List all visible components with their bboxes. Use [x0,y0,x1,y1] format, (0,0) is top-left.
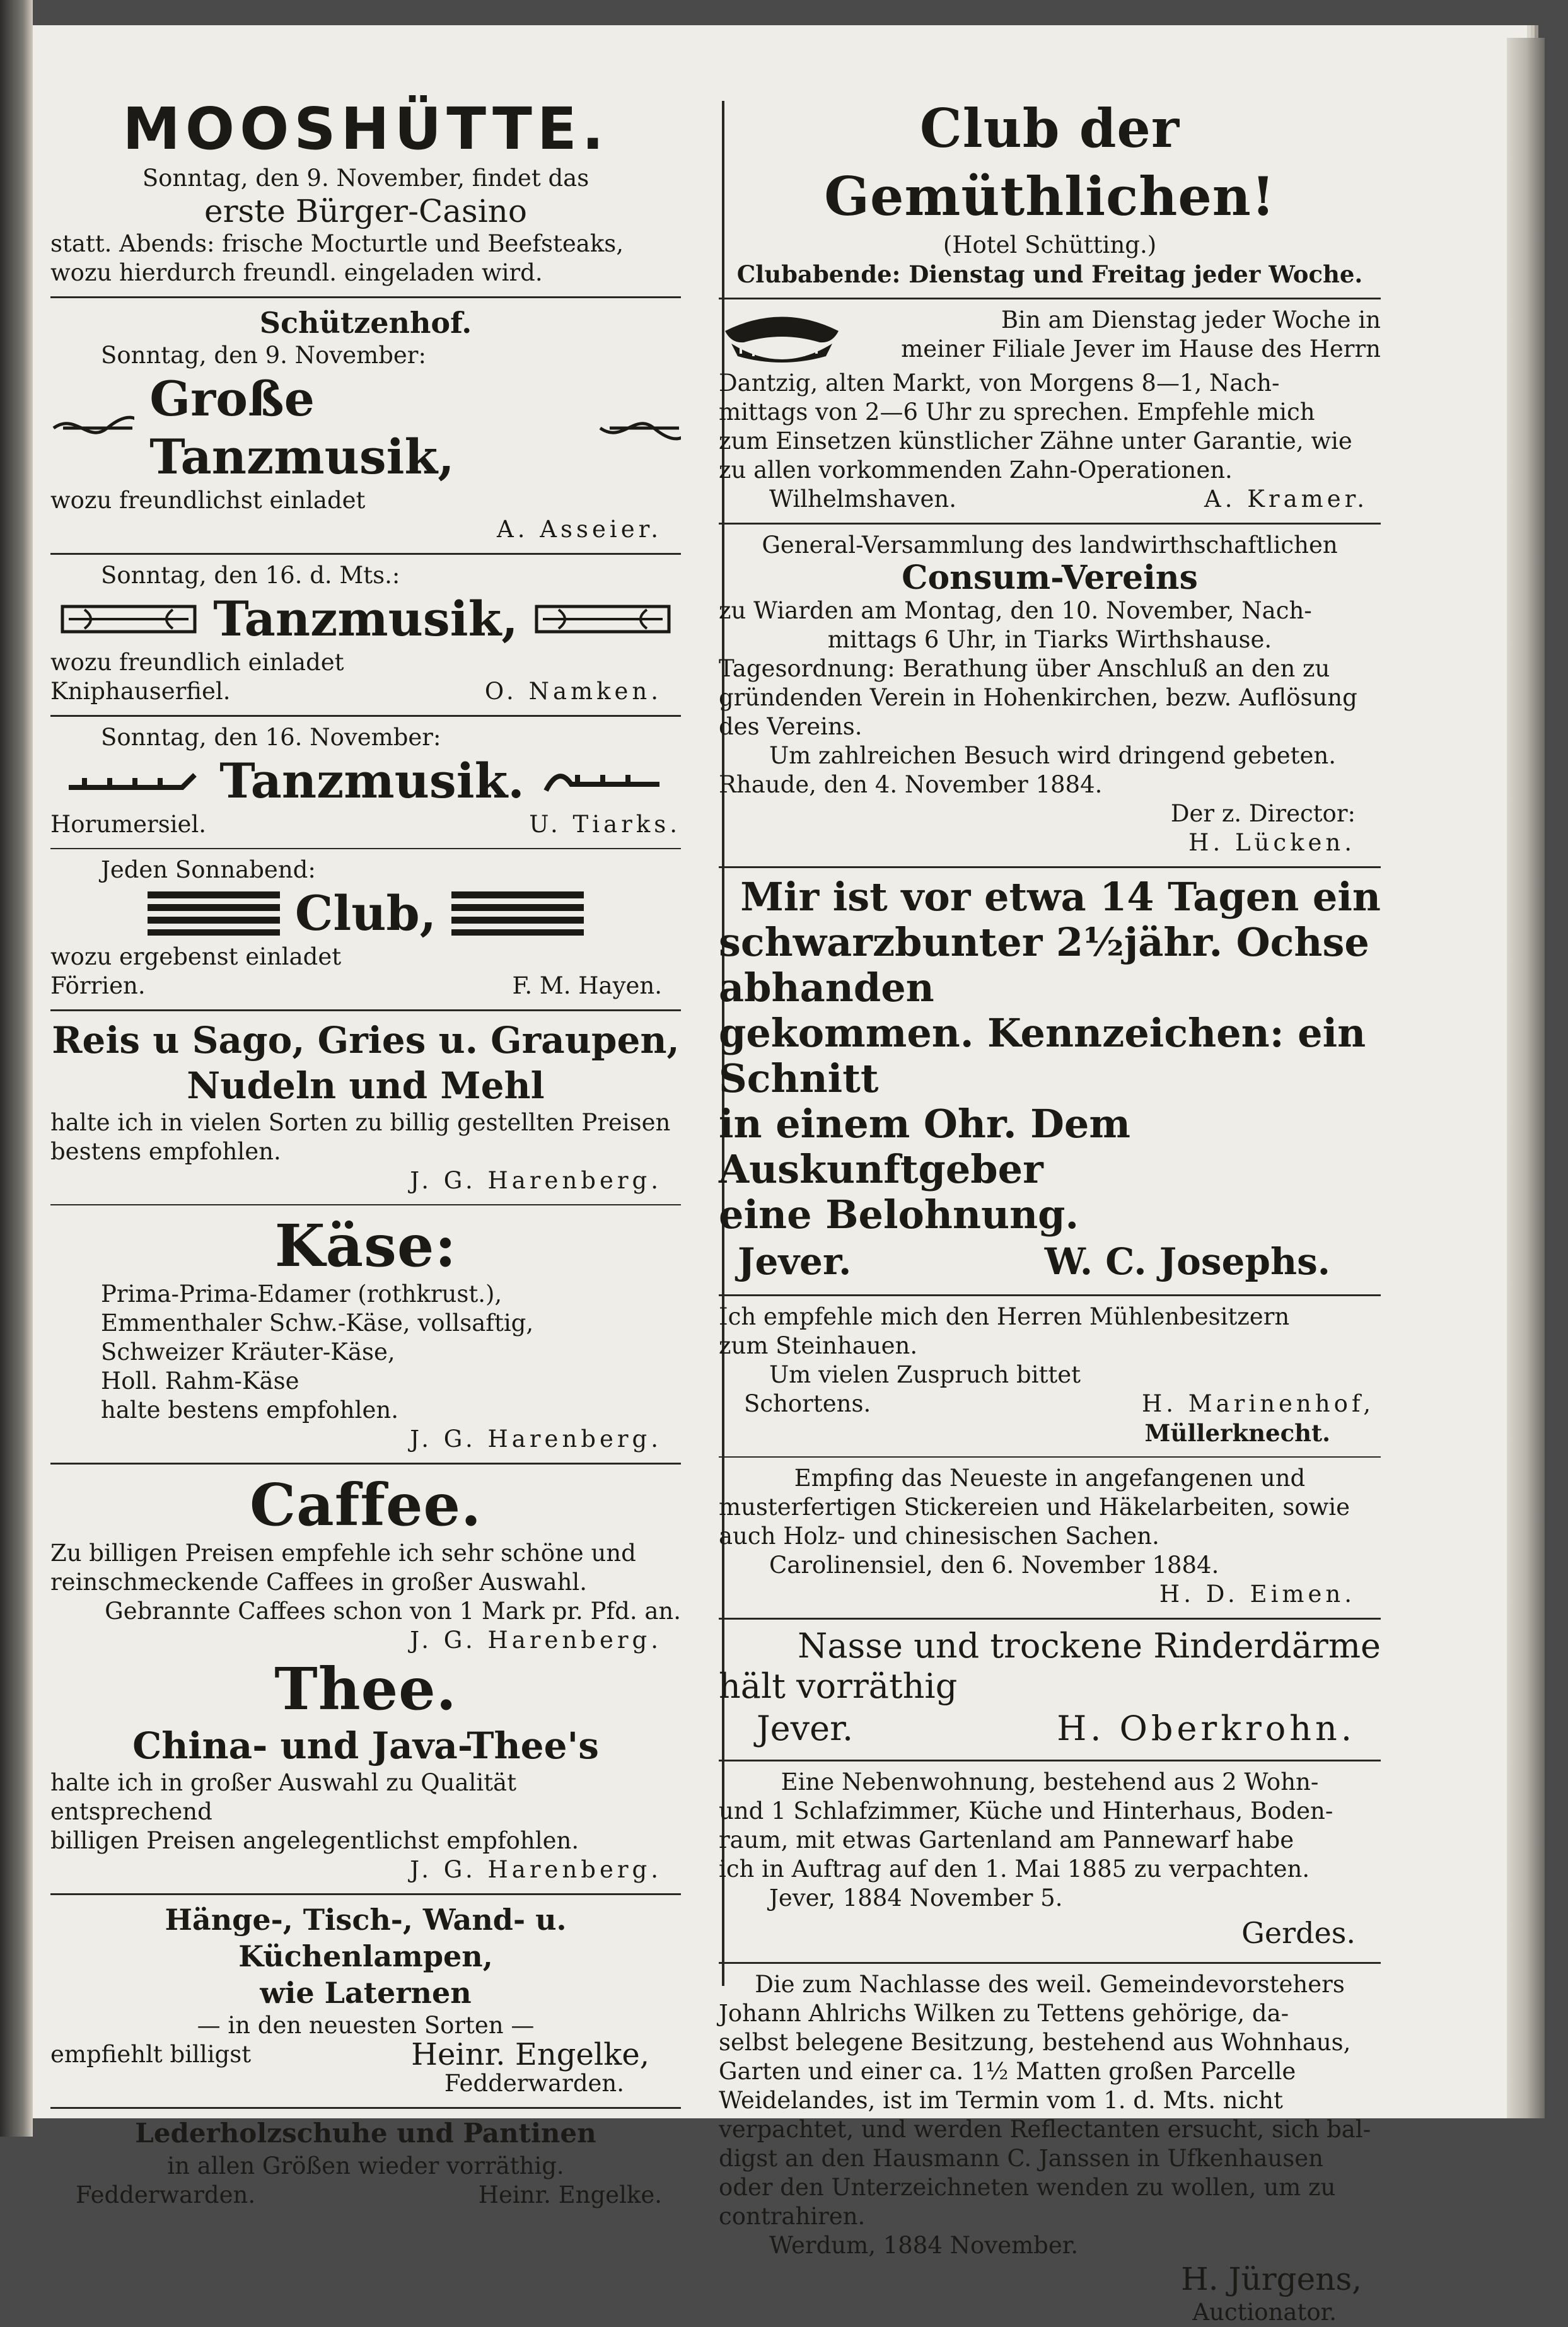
ad-signature: A. Asseier. [497,516,662,543]
ad-text: Zu billigen Preisen empfehle ich sehr schöne und [50,1540,636,1567]
ad-text: mittags 6 Uhr, in Tiarks Wirthshause. [827,626,1272,653]
ad-lampen [50,1901,681,2098]
ad-signature: H. Lücken. [1188,829,1356,856]
ad-text: zu Wiarden am Montag, den 10. November, Nach- [719,597,1312,624]
ad-text: Bin am Dienstag jeder Woche in [1001,306,1381,334]
ad-text: empfiehlt billigst [50,2041,252,2068]
ad-schuetzenhof [50,305,681,544]
divider [50,1463,681,1465]
ad-signature: H. Oberkrohn. [1057,1709,1356,1748]
ad-text: reinschmeckende Caffees in großer Auswahl. [50,1569,587,1596]
ad-footer [50,972,681,1001]
ornament-left-icon [59,600,198,638]
ad-footer [50,2037,681,2072]
ad-place: Jever. [757,1709,854,1748]
headline-row [50,370,681,486]
ad-text: des Vereins. [719,713,862,740]
ad-text: General-Versammlung des landwirthschaftlichen [762,531,1338,559]
ad-signature: J. G. Harenberg. [410,1627,662,1654]
divider [719,1618,1381,1620]
ad-text: Tagesordnung: Berathung über Anschluß an den zu [719,655,1330,682]
ad-text: ich in Auftrag auf den 1. Mai 1885 zu verpachten. [719,1855,1310,1883]
divider [50,1204,681,1205]
ad-text: zu allen vorkommenden Zahn-Operationen. [719,456,1233,484]
ad-text: in allen Größen wieder vorräthig. [167,2152,564,2179]
ad-text: Sonntag, den 16. d. Mts.: [101,562,400,589]
divider [50,715,681,717]
ad-text: contrahiren. [719,2203,866,2230]
ad-eimen [719,1464,1381,1609]
ad-signature: W. C. Josephs. [1044,1240,1330,1283]
ad-place: Fedderwarden. [444,2070,624,2097]
ad-text: Jeden Sonnabend: [101,856,316,883]
ad-text: verpachtet, und werden Reflectanten ersucht, sich bal- [719,2116,1371,2143]
ad-text: zum Steinhauen. [719,1332,918,1359]
divider [50,1893,681,1895]
ad-text: Empfing das Neueste in angefangenen und [794,1465,1306,1492]
divider [50,1009,681,1011]
ad-headline: Caffee. [249,1471,482,1539]
dentures-icon [719,306,845,369]
ad-text: statt. Abends: frische Mocturtle und Beefsteaks, [50,230,624,257]
ad-signature: Gerdes. [1241,1916,1356,1950]
bars-ornament-icon [148,891,280,936]
ad-footer [50,2181,681,2210]
ad-headline: Nudeln und Mehl [187,1064,545,1107]
ad-text: Clubabende: Dienstag und Freitag jeder Woche. [736,260,1363,288]
ad-text: halte ich in vielen Sorten zu billig gestellten Preisen [50,1109,671,1136]
ad-signature: J. G. Harenberg. [410,1167,662,1194]
ad-footer [719,1390,1381,1419]
divider [50,848,681,849]
ad-footer [719,1707,1381,1751]
ad-signature: H. Jürgens, [1181,2261,1362,2297]
ad-signature: A. Kramer. [1204,485,1368,513]
ad-text: Sonntag, den 9. November: [101,342,426,369]
ad-text: Sonntag, den 16. November: [101,724,441,751]
ad-text: wozu freundlich einladet [50,649,344,676]
ad-title: Müllerknecht. [1144,1419,1330,1447]
ad-nachlass [719,1970,1381,2327]
divider [50,296,681,298]
ornament-right-icon [533,600,672,638]
ad-signature: J. G. Harenberg. [410,1425,662,1453]
ad-text: billigen Preisen angelegentlichst empfohlen. [50,1827,579,1854]
ad-headline: erste Bürger-Casino [204,193,527,229]
ad-text: hält vorräthig [719,1666,958,1706]
ad-kramer [719,306,1381,514]
ad-rinderdaerme [719,1626,1381,1751]
ad-mooshuette [50,95,681,287]
ad-text: Um zahlreichen Besuch wird dringend gebeten. [769,742,1336,769]
ad-consum [719,531,1381,857]
ad-top-text [855,306,1381,369]
ad-text: Rhaude, den 4. November 1884. [719,771,1103,798]
ad-text: gründenden Verein in Hohenkirchen, bezw. Auflösung [719,684,1357,711]
ad-text: raum, mit etwas Gartenland am Pannewarf habe [719,1826,1294,1854]
ad-headline: Hänge-, Tisch-, Wand- u. Küchenlampen, [165,1903,567,1973]
ad-top [719,306,1381,369]
ad-club-gemuethlichen [719,95,1381,289]
ad-text: wozu freundlichst einladet [50,487,366,514]
bars-ornament-icon [451,891,584,936]
ad-title: MOOSHÜTTE. [122,95,609,163]
ad-place: Jever. [738,1240,852,1283]
page-edge [1507,38,1545,2118]
ad-text: Mir ist vor etwa 14 Tagen ein [740,874,1381,920]
ad-holzschuhe [50,2115,681,2210]
ad-text: mittags von 2—6 Uhr zu sprechen. Empfehle mich [719,398,1315,426]
ad-footer [719,1238,1381,1285]
ad-text: (Hotel Schütting.) [943,231,1157,258]
ad-headline: Club, [294,885,437,941]
ad-signature: F. M. Hayen. [512,972,662,999]
ad-text: Um vielen Zuspruch bittet [769,1361,1081,1388]
ad-headline: Thee. [274,1655,457,1723]
divider [719,1456,1381,1458]
ad-signature: H. Marinenhof, [1141,1390,1374,1417]
ornament-right-icon [597,412,681,444]
ad-signature: Heinr. Engelke, [411,2037,649,2072]
ad-text: digst an den Hausmann C. Janssen in Ufkenhausen [719,2145,1323,2172]
ad-text: zum Einsetzen künstlicher Zähne unter Garantie, wie [719,427,1352,455]
divider [719,1294,1381,1296]
divider [50,2107,681,2109]
ad-text: halte ich in großer Auswahl zu Qualität entsprechend [50,1769,516,1825]
ad-text: halte bestens empfohlen. [101,1396,398,1424]
ad-text: Gebrannte Caffees schon von 1 Mark pr. Pfd. an. [105,1598,681,1625]
ad-text: Jever, 1884 November 5. [769,1884,1063,1912]
ad-headline: Käse: [274,1212,457,1280]
ad-steinhauen [719,1303,1381,1448]
ad-wohnung [719,1768,1381,1953]
ad-kaese [50,1212,681,1454]
ad-text: Garten und einer ca. 1½ Matten großen Parcelle [719,2058,1296,2085]
ad-signature: J. G. Harenberg. [410,1856,662,1883]
ad-ochse [719,874,1381,1285]
list-item: Prima-Prima-Edamer (rothkrust.), [101,1280,502,1308]
ad-place: Horumersiel. [50,811,207,838]
ad-reis [50,1018,681,1195]
ornament-right-icon [540,762,666,800]
ad-text: selbst belegene Besitzung, bestehend aus Wohnhaus, [719,2029,1351,2056]
ad-signature: O. Namken. [484,678,662,705]
left-column [50,95,681,2210]
scan-edge [0,0,33,2137]
ad-tanzmusik-1 [50,561,681,706]
ad-headline: wie Laternen [260,1976,472,2010]
headline-row [50,590,681,648]
ad-text: auch Holz- und chinesischen Sachen. [719,1523,1159,1550]
list-item: Holl. Rahm-Käse [101,1367,299,1395]
ad-place: Fedderwarden. [76,2181,256,2208]
ad-text: und 1 Schlafzimmer, Küche und Hinterhaus, Boden- [719,1797,1333,1825]
ad-place: Schortens. [744,1390,871,1417]
ad-text: Dantzig, alten Markt, von Morgens 8—1, Nach- [719,369,1280,397]
divider [719,1760,1381,1761]
ornament-left-icon [50,412,134,444]
ad-thee [50,1655,681,1884]
divider [719,523,1381,525]
ad-signature: Heinr. Engelke. [478,2181,662,2208]
ad-headline: Reis u Sago, Gries u. Graupen, [52,1019,680,1062]
ad-text: Eine Nebenwohnung, bestehend aus 2 Wohn- [781,1768,1319,1796]
ad-text: schwarzbunter 2½jähr. Ochse abhanden [719,919,1369,1011]
ad-caffee [50,1471,681,1655]
ad-title: Schützenhof. [259,306,472,340]
ad-text: bestens empfohlen. [50,1138,281,1165]
ad-headline: Große Tanzmusik, [149,371,455,485]
ad-club [50,856,681,1001]
ad-headline: Consum-Vereins [902,559,1198,597]
ad-date: Werdum, 1884 November. [769,2232,1079,2259]
ad-tanzmusik-2 [50,723,681,839]
ad-text: Weidelandes, ist im Termin vom 1. d. Mts. nicht [719,2087,1283,2114]
ad-signature: U. Tiarks. [529,811,681,838]
ad-text: Der z. Director: [1170,800,1356,827]
ad-text: gekommen. Kennzeichen: ein Schnitt [719,1010,1366,1101]
divider [50,553,681,555]
ad-text: oder den Unterzeichneten wenden zu wollen, um zu [719,2174,1336,2201]
ad-headline: Tanzmusik, [213,591,518,647]
list-item: Emmenthaler Schw.-Käse, vollsaftig, [101,1309,534,1337]
list-item: Schweizer Kräuter-Käse, [101,1338,395,1366]
ad-footer [50,810,681,839]
ad-text: Nasse und trockene Rinderdärme [798,1626,1381,1666]
ad-title: Auctionator. [1192,2299,1337,2326]
ad-text: eine Belohnung. [719,1192,1079,1238]
ad-place: Kniphauserfiel. [50,678,231,705]
divider [719,1962,1381,1964]
ad-text: musterfertigen Stickereien und Häkelarbeiten, sowie [719,1494,1350,1521]
ad-place: Wilhelmshaven. [769,485,956,513]
ad-headline: Club der Gemüthlichen! [824,97,1275,228]
ad-footer [719,485,1381,514]
ad-headline: Tanzmusik. [219,753,525,809]
ad-place: Förrien. [50,972,146,999]
ad-headline: Lederholzschuhe und Pantinen [135,2118,596,2149]
ad-footer [50,677,681,706]
ad-text: — in den neuesten Sorten — [197,2012,535,2039]
ad-subheadline: China- und Java-Thee's [132,1724,599,1767]
ad-text: Ich empfehle mich den Herren Mühlenbesitzern [719,1303,1290,1330]
ad-text: Die zum Nachlasse des weil. Gemeindevorstehers [755,1971,1345,1998]
ad-text: Carolinensiel, den 6. November 1884. [769,1552,1219,1579]
headline-row [50,752,681,810]
ad-text: meiner Filiale Jever im Hause des Herrn [901,335,1381,363]
ad-text: wozu ergebenst einladet [50,943,342,970]
ad-text: Johann Ahlrichs Wilken zu Tettens gehörige, da- [719,2000,1289,2027]
right-column [719,95,1381,2327]
ad-text: Sonntag, den 9. November, findet das [142,165,589,192]
ad-text: wozu hierdurch freundl. eingeladen wird. [50,259,543,286]
headline-row [50,885,681,943]
divider [719,866,1381,868]
ad-text: in einem Ohr. Dem Auskunftgeber [719,1101,1130,1192]
ad-signature: H. D. Eimen. [1159,1581,1356,1608]
divider [719,298,1381,299]
ornament-left-icon [66,762,204,800]
